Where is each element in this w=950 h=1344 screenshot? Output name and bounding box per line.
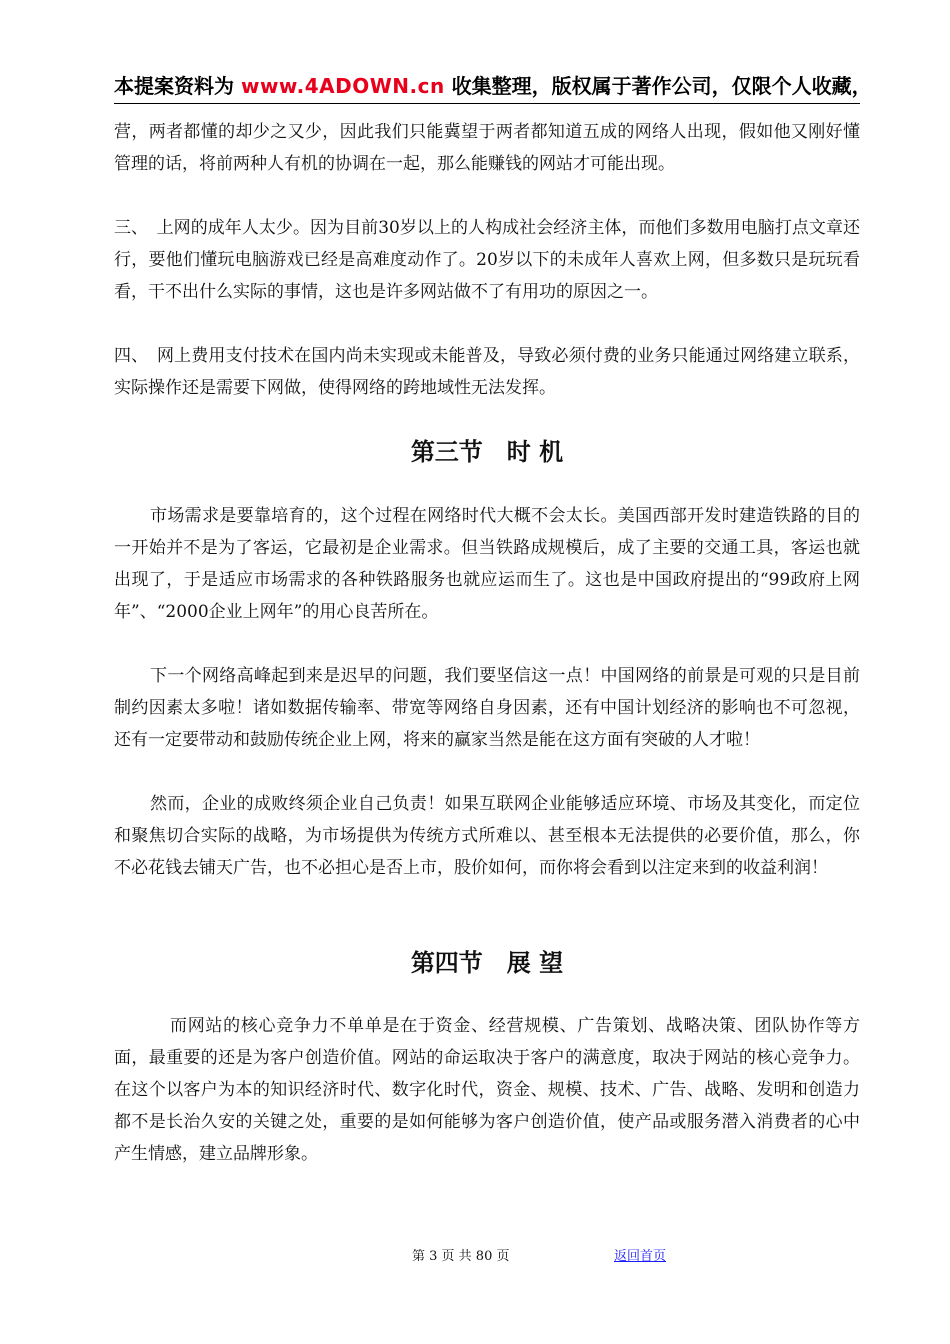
paragraph-6: 然而，企业的成败终须企业自己负责！如果互联网企业能够适应环境、市场及其变化，而定位和聚焦切合实际的战略，为市场提供为传统方式所难以、甚至根本无法提供的必要价值，那么，你不必花钱去铺天广告，也不必担心是否上市，股价如何，而你将会看到以注定来到的收益利润！ xyxy=(114,794,860,878)
header-suffix: 收集整理，版权属于著作公司，仅限个人收藏， xyxy=(444,74,872,98)
section-4-heading: 第四节 展 望 xyxy=(410,949,564,977)
header-site-url: www.4ADOWN.cn xyxy=(240,74,445,98)
paragraph-2: 三、 上网的成年人太少。因为目前30岁以上的人构成社会经济主体，而他们多数用电脑打点文章还行，要他们懂玩电脑游戏已经是高难度动作了。20岁以下的未成年人喜欢上网，但多数只是玩玩看看，干不出什么实际的事情，这也是许多网站做不了有用功的原因之一。 xyxy=(114,218,860,302)
paragraph-3: 四、 网上费用支付技术在国内尚未实现或未能普及，导致必须付费的业务只能通过网络建立联系，实际操作还是需要下网做，使得网络的跨地域性无法发挥。 xyxy=(114,346,860,398)
header-divider xyxy=(114,103,860,104)
page-header xyxy=(114,70,950,102)
page-number: 第 3 页 共 80 页 xyxy=(412,1249,510,1264)
home-link[interactable]: 返回首页 xyxy=(614,1249,667,1264)
paragraph-4: 市场需求是要靠培育的，这个过程在网络时代大概不会太长。美国西部开发时建造铁路的目的一开始并不是为了客运，它最初是企业需求。但当铁路成规模后，成了主要的交通工具，客运也就出现了，于是适应市场需求的各种铁路服务也就应运而生了。这也是中国政府提出的“99政府上网年”、“2000企业上网年”的用心良苦所在。 xyxy=(114,506,860,622)
section-3-heading: 第三节 时 机 xyxy=(410,438,564,466)
paragraph-1: 营，两者都懂的却少之又少，因此我们只能冀望于两者都知道五成的网络人出现，假如他又刚好懂管理的话，将前两种人有机的协调在一起，那么能赚钱的网站才可能出现。 xyxy=(114,122,860,174)
paragraph-5: 下一个网络高峰起到来是迟早的问题，我们要坚信这一点！中国网络的前景是可观的只是目前制约因素太多啦！诸如数据传输率、带宽等网络自身因素，还有中国计划经济的影响也不可忽视，还有一定要带动和鼓励传统企业上网，将来的赢家当然是能在这方面有突破的人才啦！ xyxy=(114,666,860,750)
header-prefix: 本提案资料为 xyxy=(114,74,241,98)
paragraph-7: 而网站的核心竞争力不单单是在于资金、经营规模、广告策划、战略决策、团队协作等方面，最重要的还是为客户创造价值。网站的命运取决于客户的满意度，取决于网站的核心竞争力。在这个以客户为本的知识经济时代、数字化时代，资金、规模、技术、广告、战略、发明和创造力都不是长治久安的关键之处，重要的是如何能够为客户创造价值，使产品或服务潜入消费者的心中产生情感，建立品牌形象。 xyxy=(114,1016,860,1164)
